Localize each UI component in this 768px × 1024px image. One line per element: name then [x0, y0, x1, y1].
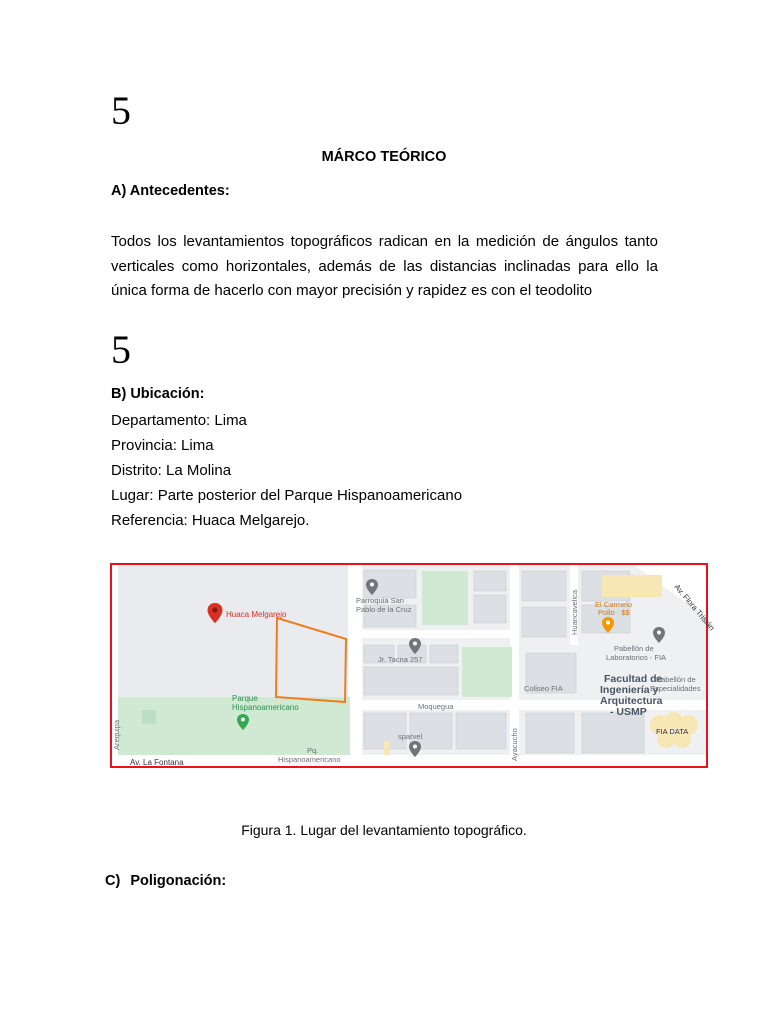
location-map — [110, 563, 717, 768]
map-label-facultad-2: Ingeniería y — [600, 684, 659, 696]
heading-poligonacion-text: Poligonación: — [130, 873, 227, 889]
map-label-pabellon-lab-1: Pabellón de — [614, 644, 654, 653]
map-label-parroquia-2: Pablo de la Cruz — [356, 605, 412, 614]
map-label-carmelo-2: Pollo · $$ — [598, 608, 630, 617]
heading-antecedentes: A) Antecedentes: — [111, 183, 230, 199]
map-label-fontana: Av. La Fontana — [130, 758, 184, 767]
heading-poligonacion-label: C) — [105, 873, 121, 889]
map-label-flora-tristan: Av. Flora Tristán — [672, 582, 717, 633]
heading-poligonacion — [105, 873, 226, 889]
map-label-moquegua: Moquegua — [418, 702, 454, 711]
map-label-parque-1: Parque — [232, 694, 258, 703]
heading-ubicacion: B) Ubicación: — [111, 386, 205, 402]
page-number: 5 — [111, 88, 131, 133]
map-label-pq-2: Hispanoamericano — [278, 755, 341, 764]
figure-caption: Figura 1. Lugar del levantamiento topográfico. — [241, 822, 527, 838]
map-label-huaca: Huaca Melgarejo — [226, 610, 287, 619]
map-label-pabellon-esp-2: Especialidades — [650, 684, 701, 693]
location-departamento: Departamento: Lima — [111, 412, 247, 429]
map-label-fia-data: FIA DATA — [656, 727, 689, 736]
map-label-tacna: Jr. Tacna 257 — [378, 655, 423, 664]
map-label-carmelo-1: El Carmelo — [595, 600, 633, 609]
location-provincia: Provincia: Lima — [111, 437, 214, 454]
map-label-coliseo: Coliseo FIA — [524, 684, 563, 693]
location-referencia: Referencia: Huaca Melgarejo. — [111, 512, 310, 529]
map-label-arequipa: Arequipa — [112, 719, 121, 750]
green-area-tacna — [462, 647, 512, 697]
map-label-parroquia-1: Parroquia San — [356, 596, 404, 605]
map-label-facultad-1: Facultad de — [604, 673, 663, 685]
map-label-parque-2: Hispanoamericano — [232, 703, 299, 712]
location-list — [111, 408, 462, 533]
map-image — [112, 565, 717, 767]
map-label-ayacucho: Ayacucho — [510, 728, 519, 761]
map-label-sparvel: sparvel — [398, 732, 423, 741]
map-label-facultad-4: - USMP — [610, 706, 647, 718]
map-label-facultad-3: Arquitectura — [600, 695, 663, 707]
carmelo-area — [602, 575, 662, 597]
location-distrito: Distrito: La Molina — [111, 462, 232, 479]
map-label-pabellon-lab-2: Laboratorios - FIA — [606, 653, 667, 662]
location-lugar: Lugar: Parte posterior del Parque Hispanoamericano — [111, 487, 463, 504]
section-title: MÁRCO TEÓRICO — [321, 149, 447, 165]
map-label-huancavelica: Huancavelica — [570, 589, 579, 635]
road-fontana — [112, 755, 706, 766]
map-label-pabellon-esp-1: Pabellón de — [656, 675, 696, 684]
green-area-parroquia — [422, 571, 468, 625]
paragraph-antecedentes: Todos los levantamientos topográficos radican en la medición de ángulos tanto verticales como horizontales, además de las distancias inclinadas para ello la única forma de hacerlo con mayor precisión y rapidez es con el teodolito — [111, 233, 658, 299]
page-number-repeat: 5 — [111, 327, 131, 372]
map-label-pq-1: Pq. — [307, 746, 319, 755]
